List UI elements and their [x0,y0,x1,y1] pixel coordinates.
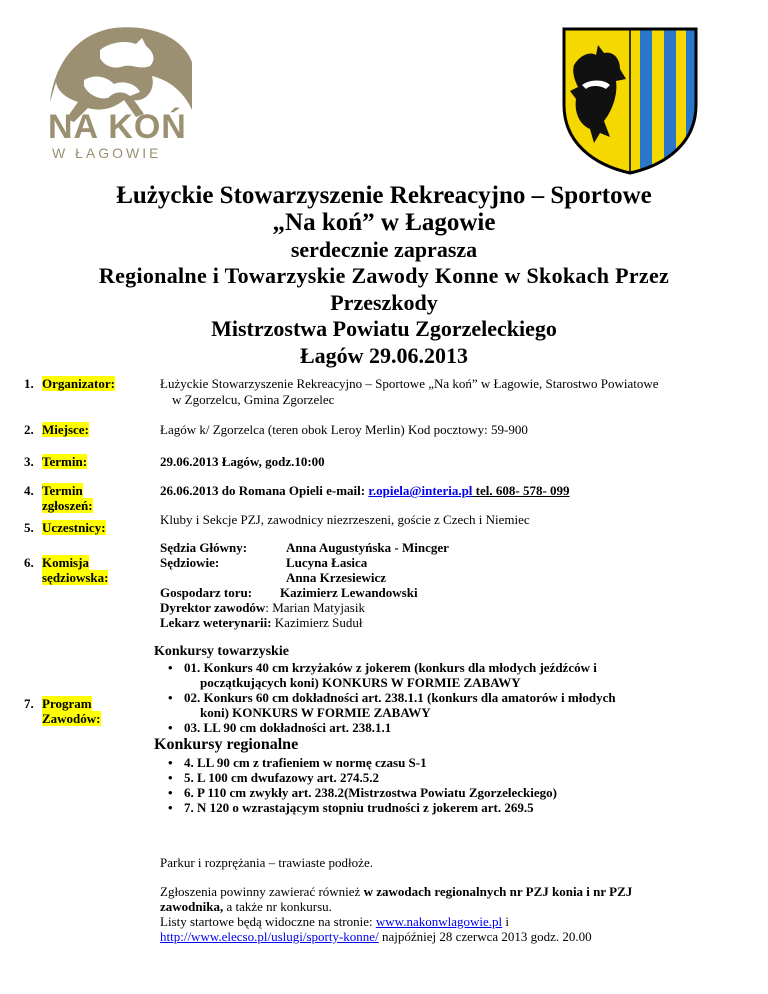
list-item: • 02. Konkurs 60 cm dokładności art. 238.1.1 (konkurs dla amatorów i młodych koni) KONKURS W FORMIE ZABAWY [154,690,754,720]
org-name: Łużyckie Stowarzyszenie Rekreacyjno – Sportowe [116,182,652,209]
list-item: • 4. LL 90 cm z trafieniem w normę czasu S-1 [154,755,754,770]
coat-of-arms-icon [560,25,700,175]
friendly-title: Konkursy towarzyskie [154,644,289,659]
judge-row: Lekarz weterynarii: Kazimierz Suduł [160,615,363,630]
program-block [154,644,754,815]
invite-text: serdecznie zaprasza [290,237,478,262]
list-item: • 01. Konkurs 40 cm krzyżaków z jokerem (konkurs dla młodych jeźdźców i początkujących koni) KONKURS W FORMIE ZABAWY [154,660,754,690]
deadline-text: 26.06.2013 do Romana Opieli e-mail: r.opiela@interia.pl tel. 608- 578- 099 [160,483,570,498]
friendly-list [154,660,754,735]
logo-subtext: W ŁAGOWIE [52,145,162,161]
list-item: • 03. LL 90 cm dokładności art. 238.1.1 [154,720,754,735]
email-link[interactable]: r.opiela@interia.pl [368,483,473,498]
event-title: Regionalne i Towarzyskie Zawody Konne w Skokach Przez [98,263,670,288]
list-item: • 5. L 100 cm dwufazowy art. 274.5.2 [154,770,754,785]
event-date: Łagów 29.06.2013 [299,343,469,368]
item-3-label: 3. Termin: [24,454,88,469]
website-link[interactable]: www.nakonwlagowie.pl [375,914,503,929]
surface-text: Parkur i rozprężania – trawiaste podłoże. [160,855,373,870]
championship-title: Mistrzostwa Powiatu Zgorzeleckiego [211,316,557,341]
judge-row: Dyrektor zawodów: Marian Matyjasik [160,600,365,615]
item-1-label: 1. Organizator: [24,376,115,391]
item-7-label: 7. Program Zawodów: [24,696,101,726]
registration-text: Zgłoszenia powinny zawierać również w zawodach regionalnych nr PZJ konia i nr PZJ zawodnika, a także nr konkursu. Listy startowe będą widoczne na stronie: www.nakonwlagowie.pl i http://www.elecso.pl/uslugi/sporty-konne/ najpóźniej 28 czerwca 2013 godz. 20.00 [160,884,633,944]
date-text: 29.06.2013 Łagów, godz.10:00 [160,454,325,469]
org-name-2: „Na koń” w Łagowie [272,209,496,236]
regional-title: Konkursy regionalne [154,736,299,753]
judge-row: Sędzia Główny: Anna Augustyńska - Mincger [160,540,449,555]
judges-block [160,540,449,630]
regional-list [154,755,754,815]
judge-row: Sędziowie: Lucyna Łasica [160,555,368,570]
startlist-link[interactable]: http://www.elecso.pl/uslugi/sporty-konne/ [160,929,379,944]
judge-row: Gospodarz toru: Kazimierz Lewandowski [160,585,418,600]
list-item: • 6. P 110 cm zwykły art. 238.2(Mistrzostwa Powiatu Zgorzeleckiego) [154,785,754,800]
event-title-2: Przeszkody [330,290,438,315]
item-5-label: 5. Uczestnicy: [24,520,106,535]
logo-text: NA KOŃ [48,108,187,146]
item-4-label: 4. Termin zgłoszeń: [24,483,93,513]
judge-row: Anna Krzesiewicz [286,570,387,585]
list-item: • 7. N 120 o wzrastającym stopniu trudności z jokerem art. 269.5 [154,800,754,815]
item-6-label: 6. Komisja sędziowska: [24,555,109,585]
item-2-label: 2. Miejsce: [24,422,89,437]
place-text: Łagów k/ Zgorzelca (teren obok Leroy Merlin) Kod pocztowy: 59-900 [160,422,528,437]
participants-text: Kluby i Sekcje PZJ, zawodnicy niezrzeszeni, goście z Czech i Niemiec [160,512,530,527]
organizer-text: Łużyckie Stowarzyszenie Rekreacyjno – Sportowe „Na koń” w Łagowie, Starostwo Powiatowe w Zgorzelcu, Gmina Zgorzelec [160,376,659,407]
